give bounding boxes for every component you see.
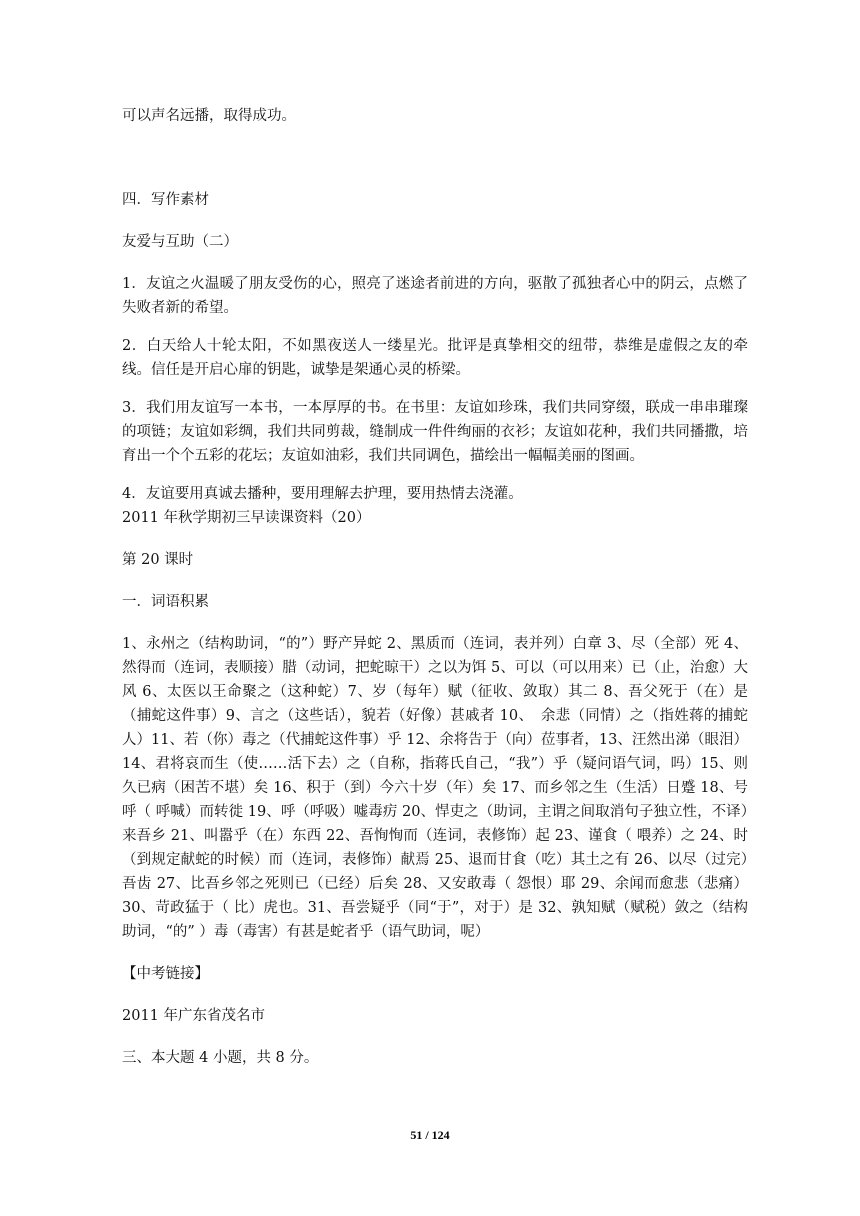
exam-source: 2011 年广东省茂名市 <box>122 1008 266 1024</box>
section-heading-writing-material: 四．写作素材 <box>122 192 209 208</box>
vocabulary-heading: 一．词语积累 <box>122 594 209 610</box>
material-item-4: 4．友谊要用真诚去播种，要用理解去护理，要用热情去浇灌。 <box>122 486 523 502</box>
topic-title: 友爱与互助（二） <box>122 234 238 250</box>
intro-line: 可以声名远播，取得成功。 <box>122 108 296 124</box>
exam-link-heading: 【中考链接】 <box>122 966 209 982</box>
page-number: 51 / 124 <box>410 1128 450 1142</box>
material-item-2: 2．白天给人十轮太阳，不如黑夜送人一缕星光。批评是真挚相交的纽带，恭维是虚假之友的牵线。信任是开启心扉的钥匙，诚挚是架通心灵的桥梁。 <box>122 338 748 378</box>
material-item-3: 3．我们用友谊写一本书，一本厚厚的书。在书里：友谊如珍珠，我们共同穿缀，联成一串串璀璨的项链；友谊如彩绸，我们共同剪裁，缝制成一件件绚丽的衣衫；友谊如花种，我们共同播撒，培育出一个个五彩的花坛；友谊如油彩，我们共同调色，描绘出一幅幅美丽的图画。 <box>122 400 748 464</box>
vocabulary-paragraph: 1、永州之（结构助词，“的”）野产异蛇 2、黑质而（连词，表并列）白章 3、尽（全部）死 4、然得而（连词，表顺接）腊（动词，把蛇晾干）之以为饵 5、可以（可以用来）已（止，治愈）大风 6、太医以王命聚之（这种蛇）7、岁（每年）赋（征收、敛取）其二 8、吾父死于（在）是（捕蛇这件事）9、言之（这些话），貌若（好像）甚戚者 10、 余悲（同情）之（指姓蒋的捕蛇人）11、若（你）毒之（代捕蛇这件事）乎 12、余将告于（向）莅事者，13、汪然出涕（眼泪）14、君将哀而生（使……活下去）之（自称，指蒋氏自己，“我”）乎（疑问语气词，吗）15、则久已病（困苦不堪）矣 16、积于（到）今六十岁（年）矣 17、而乡邻之生（生活）日蹙 18、号呼（ 呼喊）而转徙 19、呼（呼吸）嘘毒疠 20、悍吏之（助词，主谓之间取消句子独立性，不译）来吾乡 21、叫嚣乎（在）东西 22、吾恂恂而（连词，表修饰）起 23、谨食（ 喂养）之 24、时（到规定献蛇的时候）而（连词，表修饰）献焉 25、退而甘食（吃）其土之有 26、以尽（过完）吾齿 27、比吾乡邻之死则已（已经）后矣 28、又安敢毒（ 怨恨）耶 29、余闻而愈悲（悲痛）30、苛政猛于（ 比）虎也。31、吾尝疑乎（同“于”，对于）是 32、孰知赋（赋税）敛之（结构助词，“的” ）毒（毒害）有甚是蛇者乎（语气助词，呢） <box>122 636 748 940</box>
page-content <box>122 104 748 1070</box>
question-intro: 三、本大题 4 小题，共 8 分。 <box>122 1050 319 1066</box>
material-title: 2011 年秋学期初三早读课资料（20） <box>122 510 371 526</box>
lesson-number: 第 20 课时 <box>122 552 194 568</box>
material-item-1: 1．友谊之火温暖了朋友受伤的心，照亮了迷途者前进的方向，驱散了孤独者心中的阴云，点燃了失败者新的希望。 <box>122 276 748 316</box>
